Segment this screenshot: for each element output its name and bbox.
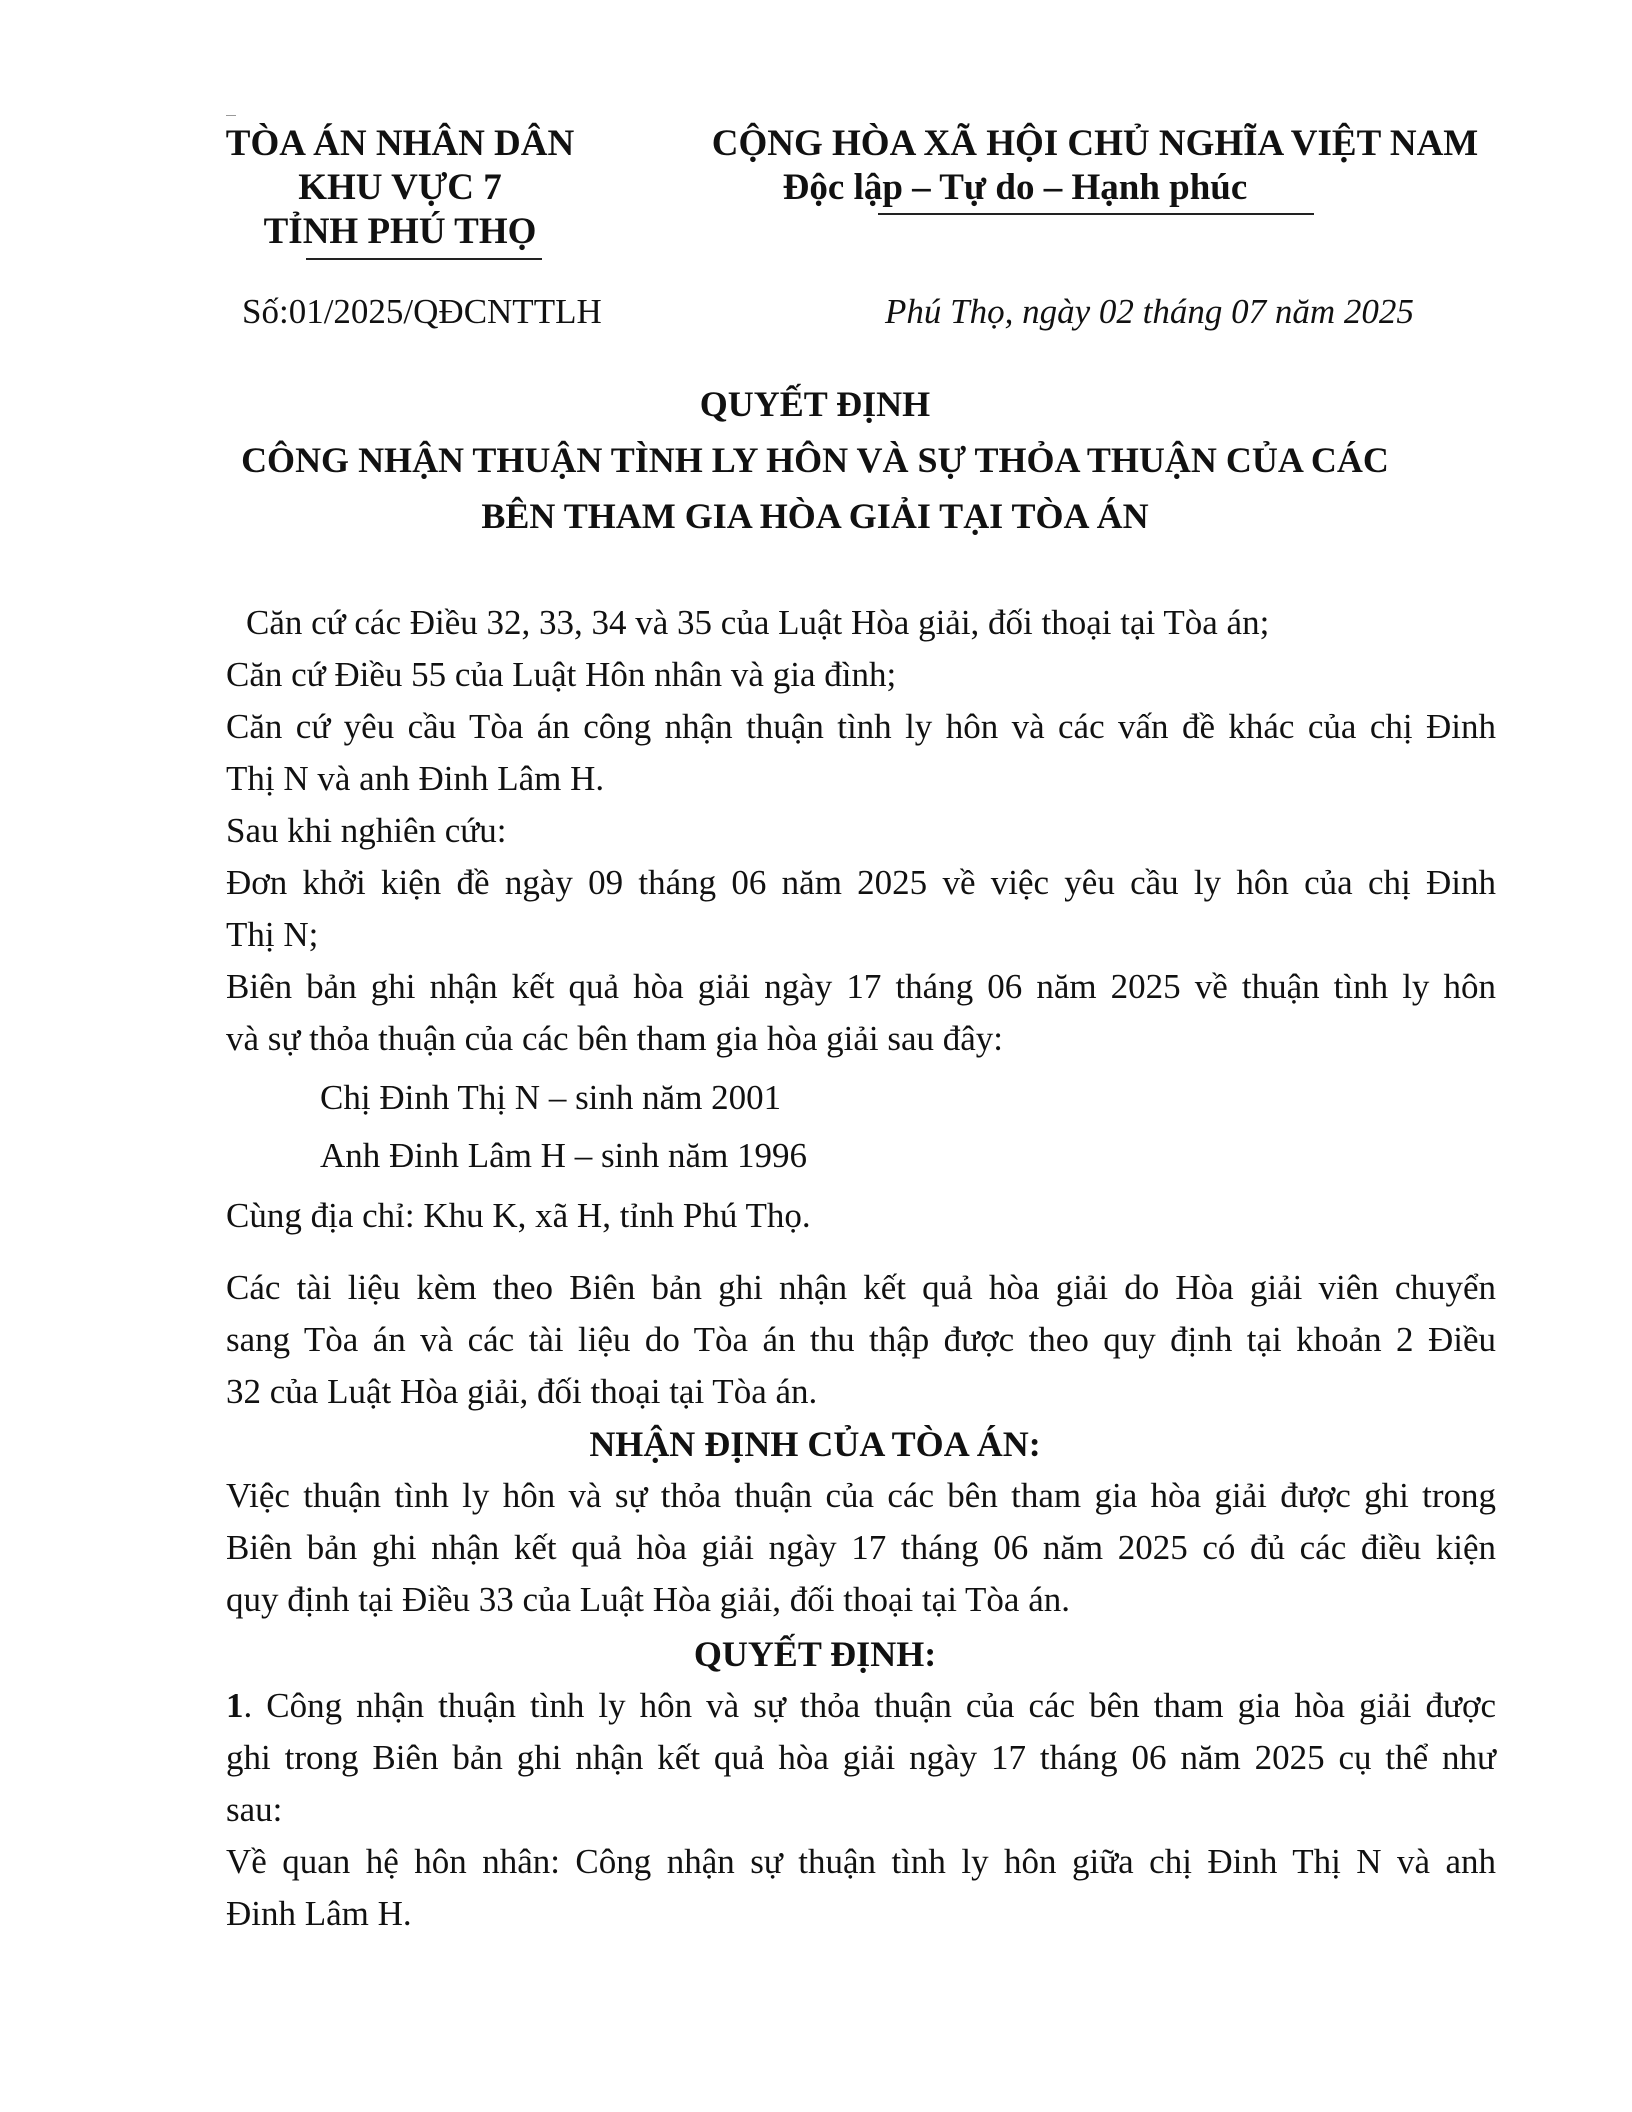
court-name-block (220, 122, 580, 254)
decision-item-1-line-3: sau: (226, 1790, 283, 1829)
docs-line-3: 32 của Luật Hòa giải, đối thoại tại Tòa án. (226, 1372, 818, 1411)
basis-line-3: Căn cứ yêu cầu Tòa án công nhận thuận tình ly hôn và các vấn đề khác của chị Đinh (226, 707, 1496, 746)
docs-line-2: sang Tòa án và các tài liệu do Tòa án thu thập được theo quy định tại khoản 2 Điều (226, 1320, 1496, 1359)
title-line-3: BÊN THAM GIA HÒA GIẢI TẠI TÒA ÁN (481, 496, 1149, 536)
decision-item-1-line-1 (226, 1680, 1496, 1732)
basis-line-9: và sự thỏa thuận của các bên tham gia hòa giải sau đây: (226, 1019, 1004, 1058)
party-address: Cùng địa chỉ: Khu K, xã H, tỉnh Phú Thọ. (226, 1196, 811, 1235)
assessment-line-1: Việc thuận tình ly hôn và sự thỏa thuận của các bên tham gia hòa giải được ghi trong (226, 1476, 1496, 1515)
basis-line-1: Căn cứ các Điều 32, 33, 34 và 35 của Luật Hòa giải, đối thoại tại Tòa án; (246, 603, 1270, 642)
scan-mark (226, 115, 236, 116)
decision-heading: QUYẾT ĐỊNH: (693, 1634, 937, 1674)
assessment-line-2: Biên bản ghi nhận kết quả hòa giải ngày 17 tháng 06 năm 2025 có đủ các điều kiện (226, 1528, 1496, 1567)
basis-line-8: Biên bản ghi nhận kết quả hòa giải ngày 17 tháng 06 năm 2025 về thuận tình ly hôn (226, 967, 1496, 1006)
party-1: Chị Đinh Thị N – sinh năm 2001 (320, 1078, 782, 1117)
document-title (160, 376, 1470, 544)
motto: Độc lập – Tự do – Hạnh phúc (782, 167, 1248, 208)
item-1-text: . Công nhận thuận tình ly hôn và sự thỏa thuận của các bên tham gia hòa giải được (243, 1686, 1496, 1725)
court-underline (306, 258, 542, 260)
marriage-line-2: Đinh Lâm H. (226, 1894, 412, 1933)
place-date: Phú Thọ, ngày 02 tháng 07 năm 2025 (885, 292, 1414, 331)
court-line-1: TÒA ÁN NHÂN DÂN (225, 123, 575, 164)
assessment-heading: NHẬN ĐỊNH CỦA TÒA ÁN: (589, 1424, 1041, 1464)
title-line-1: QUYẾT ĐỊNH (699, 384, 931, 424)
document-number: Số:01/2025/QĐCNTTLH (242, 292, 602, 331)
court-line-3: TỈNH PHÚ THỌ (263, 211, 537, 252)
item-number: 1 (226, 1686, 244, 1725)
assessment-line-3: quy định tại Điều 33 của Luật Hòa giải, đối thoại tại Tòa án. (226, 1580, 1070, 1619)
basis-line-2: Căn cứ Điều 55 của Luật Hôn nhân và gia đình; (226, 655, 897, 694)
docs-line-1: Các tài liệu kèm theo Biên bản ghi nhận kết quả hòa giải do Hòa giải viên chuyển (226, 1268, 1496, 1307)
title-line-2: CÔNG NHẬN THUẬN TÌNH LY HÔN VÀ SỰ THỎA THUẬN CỦA CÁC (241, 440, 1389, 480)
decision-item-1-line-2: ghi trong Biên bản ghi nhận kết quả hòa giải ngày 17 tháng 06 năm 2025 cụ thể như (226, 1738, 1496, 1777)
basis-line-5: Sau khi nghiên cứu: (226, 811, 507, 850)
party-2: Anh Đinh Lâm H – sinh năm 1996 (320, 1136, 808, 1175)
basis-line-4: Thị N và anh Đinh Lâm H. (226, 759, 605, 798)
basis-line-7: Thị N; (226, 915, 319, 954)
republic-name: CỘNG HÒA XÃ HỘI CHỦ NGHĨA VIỆT NAM (711, 123, 1479, 164)
basis-line-6: Đơn khởi kiện đề ngày 09 tháng 06 năm 2025 về việc yêu cầu ly hôn của chị Đinh (226, 863, 1496, 902)
court-line-2: KHU VỰC 7 (298, 167, 502, 208)
marriage-line-1: Về quan hệ hôn nhân: Công nhận sự thuận tình ly hôn giữa chị Đinh Thị N và anh (226, 1842, 1496, 1881)
motto-underline (878, 213, 1314, 215)
